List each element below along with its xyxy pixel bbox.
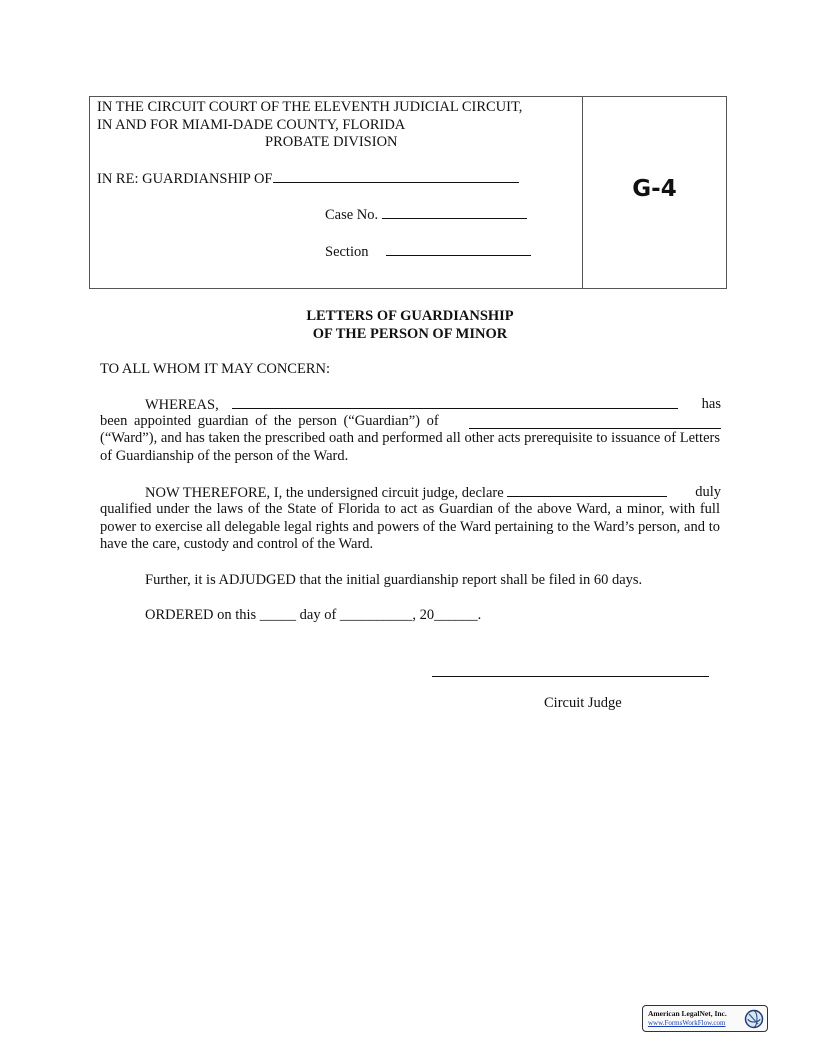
- form-code: G-4: [632, 176, 677, 202]
- now-therefore-lead: NOW THEREFORE, I, the undersigned circuit judge, declare: [145, 485, 504, 501]
- whereas-been-appointed: been appointed guardian of the person (“Guardian”) of: [100, 413, 439, 429]
- now-therefore-line-1: [145, 484, 721, 503]
- court-line-1: IN THE CIRCUIT COURT OF THE ELEVENTH JUDICIAL CIRCUIT,: [97, 99, 523, 115]
- now-therefore-rest: qualified under the laws of the State of Florida to act as Guardian of the above Ward, a minor, with full power to exercise all delegable legal rights and powers of the Ward pertaining to the Ward’s person, and to have the care, custody and control of the Ward.: [100, 501, 720, 552]
- declared-guardian-blank[interactable]: [507, 484, 667, 497]
- section-blank[interactable]: [386, 243, 531, 256]
- case-no-row: [97, 206, 582, 225]
- salutation: TO ALL WHOM IT MAY CONCERN:: [100, 361, 331, 377]
- title-line-2: OF THE PERSON OF MINOR: [312, 325, 508, 342]
- now-therefore-duly: duly: [695, 484, 721, 500]
- document-title: [100, 308, 720, 343]
- title-line-1: LETTERS OF GUARDIANSHIP: [306, 308, 514, 324]
- whereas-line-2: [100, 413, 721, 431]
- judge-signature-line[interactable]: [432, 676, 709, 677]
- whereas-line-1: [145, 396, 721, 415]
- globe-icon: [744, 1009, 764, 1029]
- caption-left-cell: [90, 97, 583, 288]
- ordered-line: ORDERED on this _____ day of __________, 20______.: [145, 607, 482, 623]
- in-re-label: IN RE: GUARDIANSHIP OF: [97, 170, 273, 187]
- court-line-2: IN AND FOR MIAMI-DADE COUNTY, FLORIDA: [97, 116, 406, 133]
- whereas-lead: WHEREAS,: [145, 397, 219, 413]
- section-label: Section: [325, 243, 369, 260]
- whereas-rest: (“Ward”), and has taken the prescribed oath and performed all other acts prerequisite to issuance of Letters of Guardianship of the person of the Ward.: [100, 430, 720, 464]
- ward-name-blank[interactable]: [273, 170, 519, 183]
- section-row: [97, 243, 582, 262]
- guardian-name-blank[interactable]: [232, 396, 678, 409]
- circuit-judge-label: Circuit Judge: [544, 695, 622, 711]
- ward-blank[interactable]: [469, 416, 721, 429]
- logo-url-link[interactable]: www.FormsWorkFlow.com: [648, 1019, 726, 1027]
- american-legalnet-logo[interactable]: [642, 1005, 768, 1032]
- further-paragraph: Further, it is ADJUDGED that the initial guardianship report shall be filed in 60 days.: [145, 572, 643, 588]
- logo-company-name: American LegalNet, Inc.: [648, 1009, 727, 1018]
- case-no-label: Case No.: [325, 207, 379, 223]
- division-label: PROBATE DIVISION: [265, 134, 398, 150]
- case-no-blank[interactable]: [382, 206, 527, 219]
- in-re-row: [97, 170, 582, 189]
- case-caption-box: [89, 96, 727, 289]
- whereas-has: has: [701, 396, 721, 412]
